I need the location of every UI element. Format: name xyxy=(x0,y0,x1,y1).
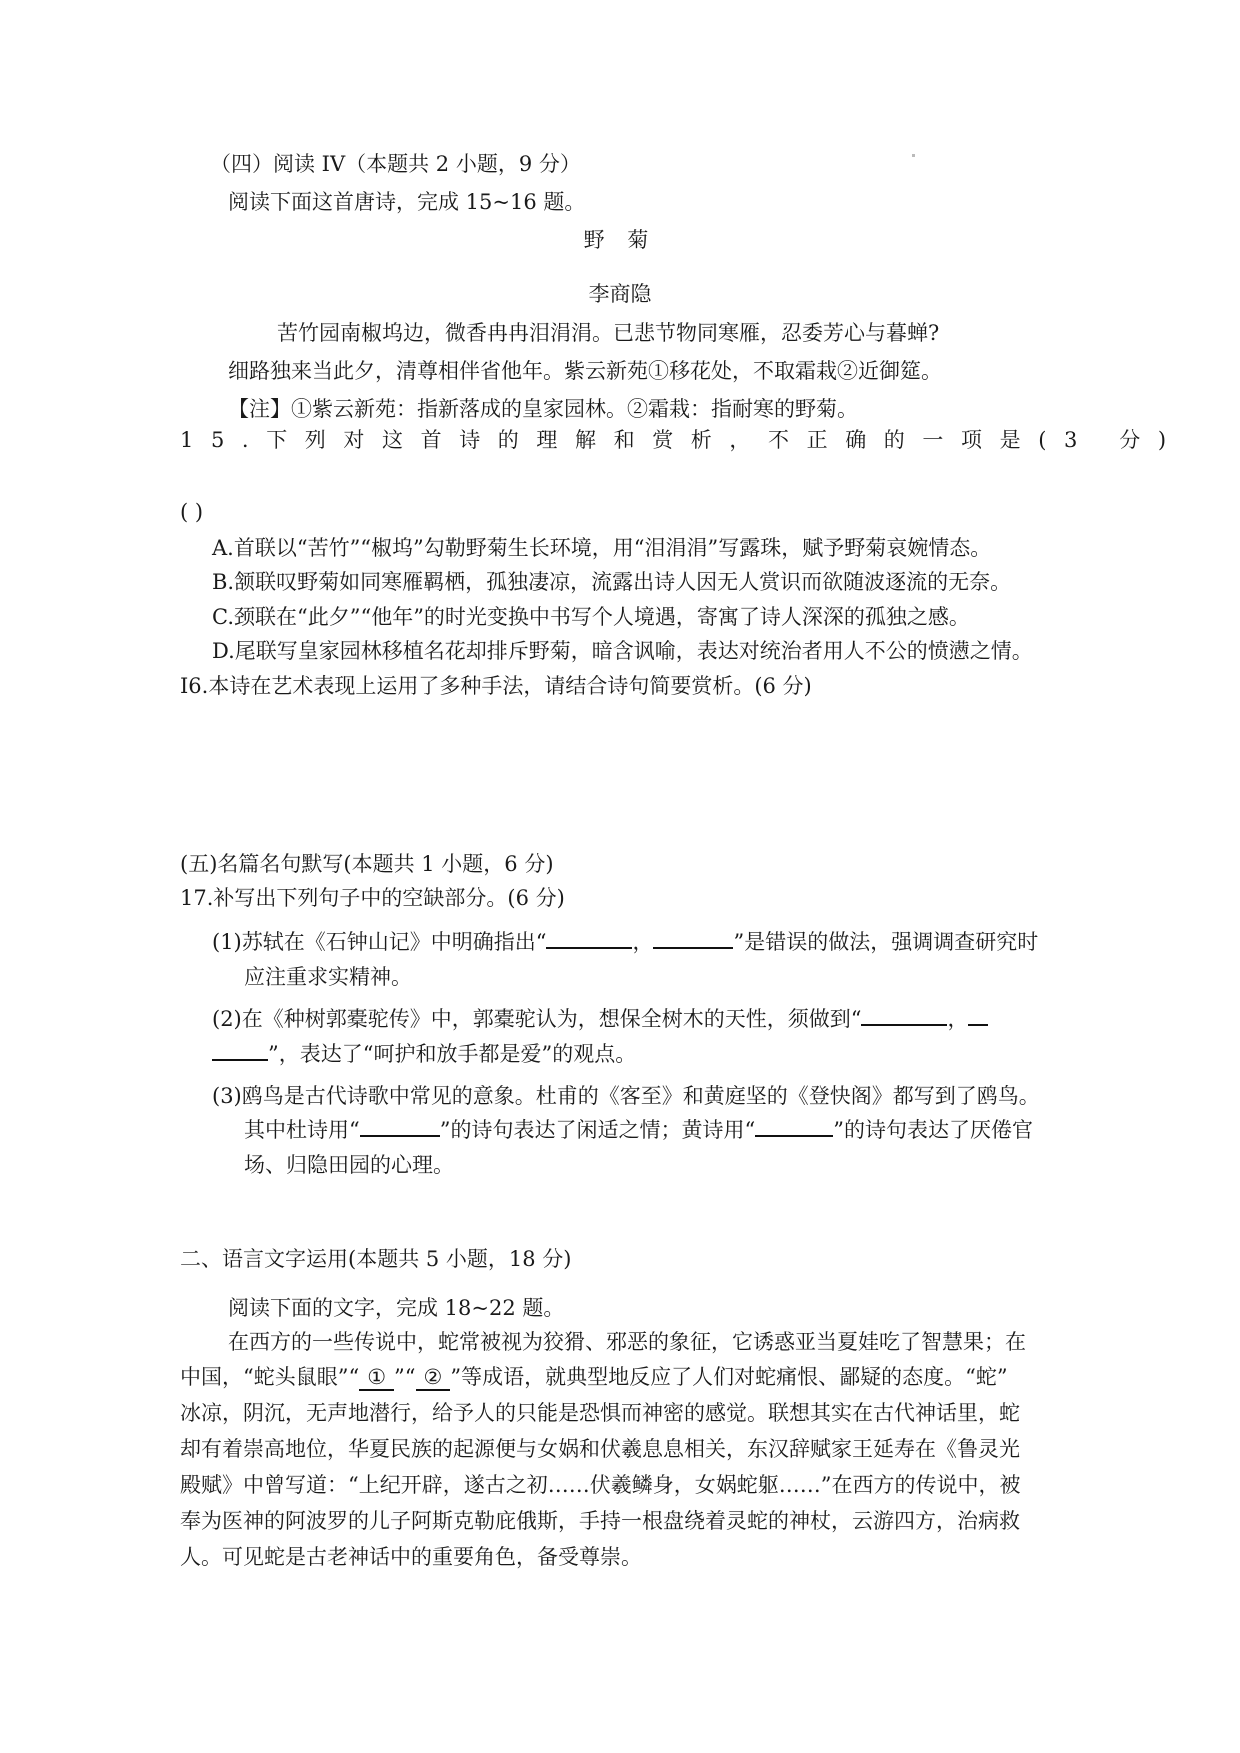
q17-item-2-text-a: (2)在《种树郭橐驼传》中，郭橐驼认为，想保全树木的天性，须做到“ xyxy=(212,1007,862,1031)
q17-item-3: (3)鸥鸟是古代诗歌中常见的意象。杜甫的《客至》和黄庭坚的《登快阁》都写到了鸥鸟。 xyxy=(212,1084,1040,1108)
passage-line-5: 殿赋》中曾写道：“上纪开辟，遂古之初……伏羲鳞身，女娲蛇躯……”在西方的传说中，被 xyxy=(180,1473,1021,1497)
passage-line-2-c: ”等成语，就典型地反应了人们对蛇痛恨、鄙疑的态度。“蛇” xyxy=(450,1365,1008,1389)
scan-speck xyxy=(912,154,915,157)
section4-heading: （四）阅读 IV（本题共 2 小题，9 分） xyxy=(210,152,581,176)
q17-item-1-sep: ， xyxy=(632,930,654,954)
q17-stem: 17.补写出下列句子中的空缺部分。(6 分) xyxy=(180,886,565,910)
part2-heading: 二、语言文字运用(本题共 5 小题，18 分) xyxy=(180,1247,572,1271)
q17-item-1-text-b: ”是错误的做法，强调调查研究时 xyxy=(733,930,1039,954)
q15-option-b: B.颔联叹野菊如同寒雁羁栖，孤独凄凉，流露出诗人因无人赏识而欲随波逐流的无奈。 xyxy=(212,570,1012,594)
q17-blank-1b[interactable] xyxy=(653,925,733,949)
q17-item-1-cont: 应注重求实精神。 xyxy=(244,965,412,989)
section4-instruction: 阅读下面这首唐诗，完成 15~16 题。 xyxy=(228,190,586,214)
passage-line-1: 在西方的一些传说中，蛇常被视为狡猾、邪恶的象征，它诱惑亚当夏娃吃了智慧果；在 xyxy=(228,1330,1026,1354)
poem-title: 野 菊 xyxy=(583,228,657,252)
poem-line-2: 细路独来当此夕，清尊相伴省他年。紫云新苑①移花处，不取霜栽②近御筵。 xyxy=(228,359,942,383)
passage-line-2 xyxy=(180,1360,1008,1394)
idiom-blank-2[interactable]: ② xyxy=(416,1365,451,1391)
passage-line-2-a: 中国，“蛇头鼠眼”“ xyxy=(180,1365,360,1389)
q17-blank-3a[interactable] xyxy=(360,1113,440,1137)
q17-item-3-line-2 xyxy=(244,1113,1033,1147)
passage-line-2-b: ”“ xyxy=(394,1365,416,1389)
q17-blank-2a[interactable] xyxy=(861,1002,947,1026)
section5-heading: (五)名篇名句默写(本题共 1 小题，6 分) xyxy=(180,852,554,876)
q17-blank-2b-start[interactable] xyxy=(968,1002,988,1026)
passage-line-3: 冰凉，阴沉，无声地潜行，给予人的只能是恐惧而神密的感觉。联想其实在古代神话里，蛇 xyxy=(180,1401,1020,1425)
passage-line-4: 却有着崇高地位，华夏民族的起源便与女娲和伏羲息息相关，东汉辞赋家王延寿在《鲁灵光 xyxy=(180,1437,1020,1461)
q17-item-2-sep: ， xyxy=(947,1007,969,1031)
q15-stem: 15.下列对这首诗的理解和赏析，不正确的一项是(3 分) xyxy=(180,428,1184,452)
q17-item-2 xyxy=(212,1002,988,1036)
passage-line-7: 人。可见蛇是古老神话中的重要角色，备受尊崇。 xyxy=(180,1545,642,1569)
q17-item-3-text-c: ”的诗句表达了厌倦官 xyxy=(833,1118,1033,1142)
idiom-blank-1[interactable]: ① xyxy=(359,1365,394,1391)
q15-option-c: C.颈联在“此夕”“他年”的时光变换中书写个人境遇，寄寓了诗人深深的孤独之感。 xyxy=(212,605,970,629)
q17-item-1 xyxy=(212,925,1038,959)
q17-item-2-cont xyxy=(212,1037,636,1071)
q17-item-1-text-a: (1)苏轼在《石钟山记》中明确指出“ xyxy=(212,930,547,954)
poem-author: 李商隐 xyxy=(588,282,652,306)
q17-item-3-cont: 场、归隐田园的心理。 xyxy=(244,1153,454,1177)
part2-instruction: 阅读下面的文字，完成 18~22 题。 xyxy=(228,1296,565,1320)
q17-blank-1a[interactable] xyxy=(546,925,632,949)
q15-paren: ( ) xyxy=(180,500,204,524)
passage-line-6: 奉为医神的阿波罗的儿子阿斯克勒庇俄斯，手持一根盘绕着灵蛇的神杖，云游四方，治病救 xyxy=(180,1509,1020,1533)
q15-option-a: A.首联以“苦竹”“椒坞”勾勒野菊生长环境，用“泪涓涓”写露珠，赋予野菊哀婉情态。 xyxy=(212,536,992,560)
q17-blank-2b-end[interactable] xyxy=(212,1037,268,1061)
poem-note: 【注】①紫云新苑：指新落成的皇家园林。②霜栽：指耐寒的野菊。 xyxy=(228,397,858,421)
q17-blank-3b[interactable] xyxy=(755,1113,833,1137)
q16-stem: I6.本诗在艺术表现上运用了多种手法，请结合诗句简要赏析。(6 分) xyxy=(180,674,812,698)
poem-line-1: 苦竹园南椒坞边，微香冉冉泪涓涓。已悲节物同寒雁，忍委芳心与暮蝉? xyxy=(277,321,940,345)
q15-option-d: D.尾联写皇家园林移植名花却排斥野菊，暗含讽喻，表达对统治者用人不公的愤懑之情。 xyxy=(212,639,1033,663)
q17-item-3-text-b: ”的诗句表达了闲适之情；黄诗用“ xyxy=(439,1118,756,1142)
q17-item-3-text-a: 其中杜诗用“ xyxy=(244,1118,360,1142)
q17-item-2-text-b: ”，表达了“呵护和放手都是爱”的观点。 xyxy=(268,1042,637,1066)
